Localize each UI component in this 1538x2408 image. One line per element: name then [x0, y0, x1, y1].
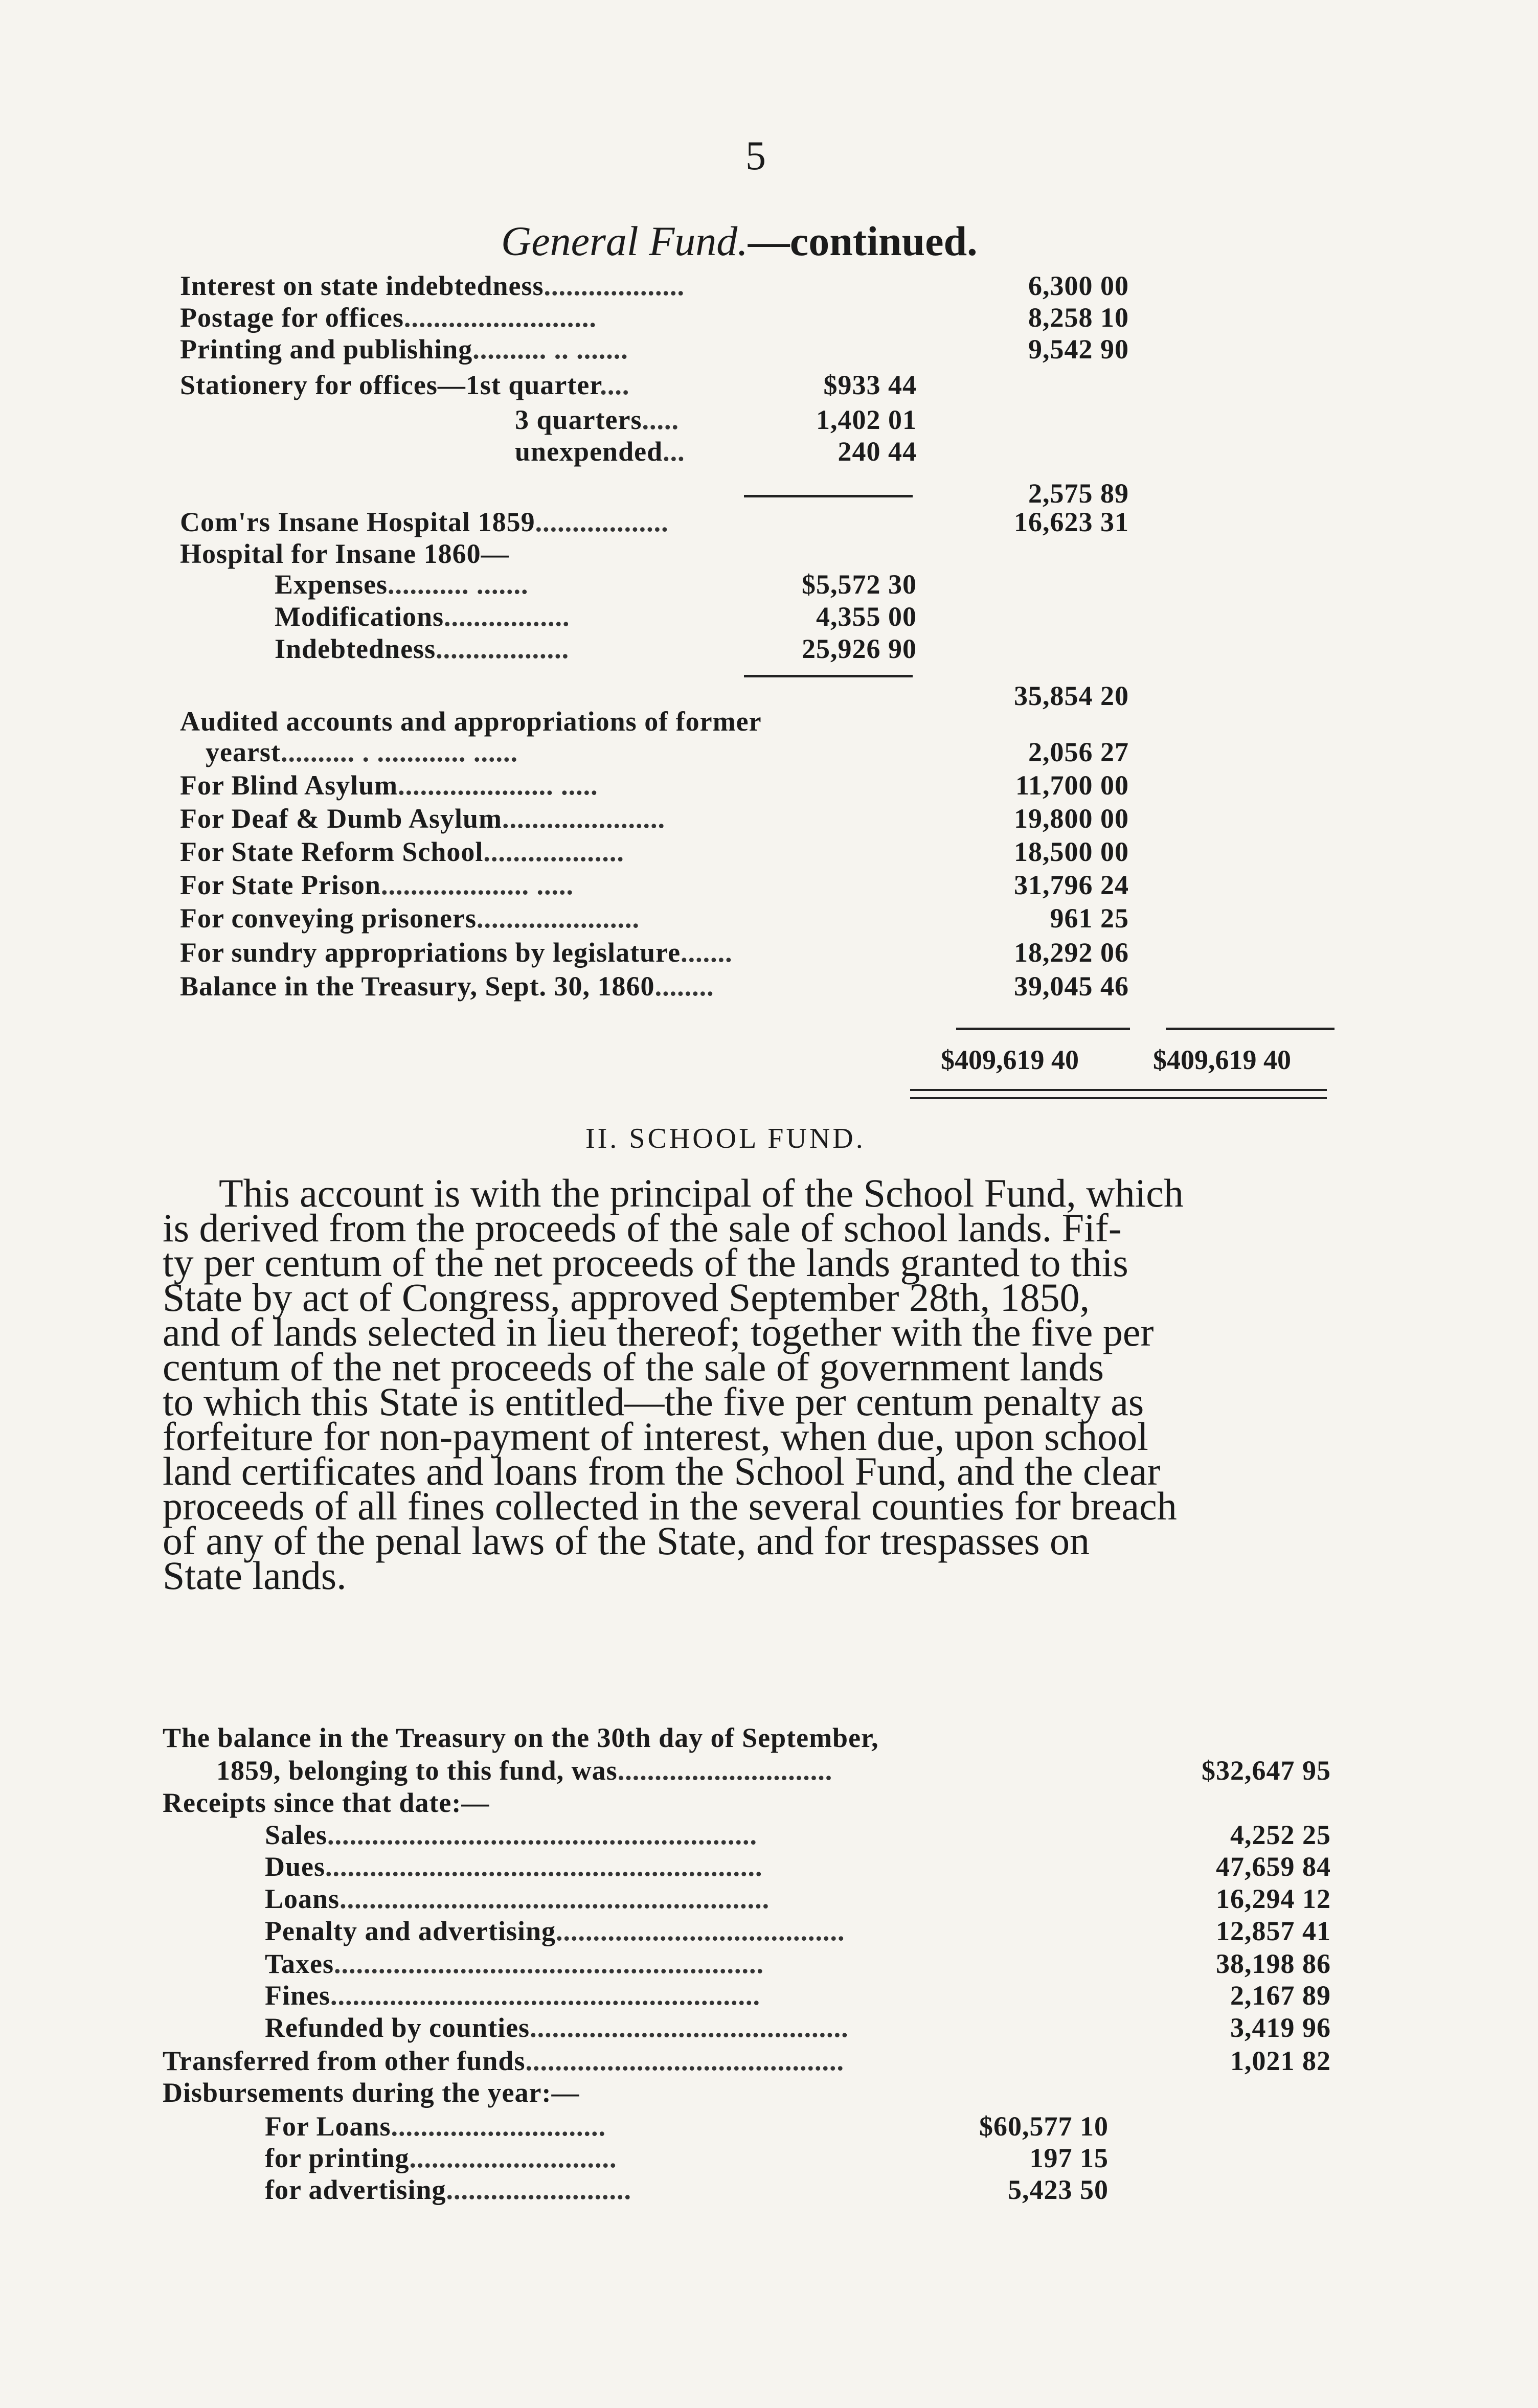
paragraph-line: forfeiture for non-payment of interest, when due, upon school [163, 1414, 1148, 1459]
row-leader-dots: ........................................... [530, 2012, 849, 2043]
heading-continued: —continued. [748, 218, 978, 264]
row-label-text: Postage for offices [180, 302, 404, 333]
general-fund-row [0, 937, 1538, 969]
row-amount-col2: 6,300 00 [1028, 270, 1129, 301]
general-fund-row [0, 803, 1538, 835]
row-leader-dots: ...................... [502, 803, 666, 834]
general-fund-row [0, 836, 1538, 869]
general-fund-row [0, 404, 1538, 437]
general-fund-row [0, 538, 1538, 571]
row-leader-dots: .......................................................... [330, 1980, 761, 2011]
row-label [265, 1819, 757, 1851]
general-fund-row [0, 736, 1538, 769]
row-leader-dots: ........ [654, 971, 714, 1002]
row-amount-col3: 2,167 89 [1230, 1980, 1331, 2011]
school-fund-row [0, 1755, 1538, 1787]
row-leader-dots: .......................................................... [334, 1948, 764, 1979]
row-amount-col3: 16,294 12 [1216, 1883, 1331, 1914]
row-amount-col3: 3,419 96 [1230, 2012, 1331, 2043]
row-label [180, 369, 629, 401]
row-leader-dots: ... [663, 436, 685, 467]
row-label [180, 538, 509, 570]
total-rule [1166, 1028, 1335, 1030]
row-label-text: Hospital for Insane 1860— [180, 538, 509, 569]
row-label-text: Disbursements during the year:— [163, 2077, 580, 2108]
row-label [163, 2077, 579, 2108]
total-rule [956, 1028, 1130, 1030]
row-label-text: for advertising [265, 2174, 446, 2205]
school-fund-row [0, 2142, 1538, 2175]
row-leader-dots: ..................... ..... [398, 770, 598, 801]
row-label [180, 902, 640, 934]
row-label-text: unexpended [515, 436, 663, 467]
general-fund-row [0, 506, 1538, 539]
general-fund-row [0, 869, 1538, 902]
school-fund-row [0, 1980, 1538, 2012]
row-label [275, 569, 529, 600]
row-amount-col2: 8,258 10 [1028, 302, 1129, 333]
row-label-text: For conveying prisoners [180, 903, 477, 934]
school-fund-row [0, 2110, 1538, 2143]
row-label [180, 333, 628, 365]
row-label [163, 2045, 844, 2077]
row-amount-col3: 4,252 25 [1230, 1820, 1331, 1850]
row-label-text: yearst [206, 737, 281, 767]
row-amount-col2: 39,045 46 [1014, 971, 1129, 1002]
general-fund-row [0, 706, 1538, 738]
row-amount-col2: 11,700 00 [1015, 770, 1129, 801]
total-right: $409,619 40 [1153, 1044, 1291, 1075]
page-number: 5 [745, 133, 766, 178]
row-leader-dots: ............................. [391, 2111, 606, 2142]
row-label [275, 601, 570, 632]
school-fund-row [0, 1948, 1538, 1981]
general-fund-row [0, 302, 1538, 334]
row-label [180, 937, 733, 968]
row-amount-col2: 197 15 [1029, 2143, 1109, 2173]
row-label-text: 3 quarters [515, 404, 642, 435]
row-leader-dots: ..... [642, 404, 679, 435]
row-leader-dots: .................. [436, 633, 570, 664]
row-label [180, 803, 665, 834]
school-fund-row [0, 1722, 1538, 1755]
general-fund-row [0, 902, 1538, 935]
row-leader-dots: ........... ....... [388, 569, 529, 600]
row-leader-dots: .................... ..... [380, 870, 574, 900]
row-label [265, 2110, 606, 2142]
general-fund-row [0, 369, 1538, 402]
general-fund-heading [501, 217, 978, 265]
row-label-text: Taxes [265, 1948, 334, 1979]
row-label-text: Sales [265, 1820, 328, 1850]
row-label [265, 1883, 770, 1915]
row-label [275, 633, 569, 665]
general-fund-row [0, 436, 1538, 468]
row-amount-col1: 4,355 00 [816, 601, 917, 632]
paragraph-line: ty per centum of the net proceeds of the lands granted to this [163, 1240, 1128, 1285]
row-label-text: Printing and publishing [180, 334, 473, 365]
row-leader-dots: .......... . ............ ...... [280, 737, 518, 767]
row-label-text: Expenses [275, 569, 388, 600]
school-fund-row [0, 1819, 1538, 1852]
row-leader-dots: ....... [681, 937, 733, 968]
row-amount-col1: 240 44 [838, 436, 917, 467]
heading-title: General Fund. [501, 218, 748, 264]
row-label [265, 1851, 763, 1882]
row-leader-dots: ....................................... [556, 1916, 845, 1946]
row-leader-dots: ............................ [409, 2143, 617, 2173]
row-leader-dots: ................. [444, 601, 570, 632]
subtotal-rule [744, 675, 913, 677]
row-label [180, 869, 574, 901]
total-double-rule [910, 1089, 1130, 1099]
school-fund-row [0, 1851, 1538, 1883]
row-amount-col1: $5,572 30 [802, 569, 917, 600]
row-label-text: Transferred from other funds [163, 2046, 526, 2076]
row-amount-col2: $60,577 10 [979, 2111, 1109, 2142]
row-amount-col3: 38,198 86 [1216, 1948, 1331, 1979]
row-label [180, 970, 714, 1002]
row-label-text: for printing [265, 2143, 410, 2173]
row-leader-dots: .......... .. ....... [472, 334, 628, 365]
paragraph-line: State by act of Congress, approved September 28th, 1850, [163, 1275, 1090, 1320]
paragraph-line: proceeds of all fines collected in the several counties for breach [163, 1484, 1177, 1528]
row-amount-col2: 16,623 31 [1014, 507, 1129, 537]
general-fund-row [0, 333, 1538, 366]
row-label-text: Audited accounts and appropriations of former [180, 706, 762, 737]
row-label [180, 302, 597, 333]
row-label-text: Receipts since that date:— [163, 1787, 490, 1818]
general-fund-row [0, 270, 1538, 303]
row-label [265, 1980, 760, 2011]
row-amount-col1: $933 44 [823, 370, 917, 400]
row-leader-dots: ...................... [476, 903, 640, 934]
row-label-text: For sundry appropriations by legislature [180, 937, 681, 968]
paragraph-line: and of lands selected in lieu thereof; together with the five per [163, 1310, 1154, 1354]
row-amount-col2: 18,500 00 [1014, 836, 1129, 867]
school-fund-row [0, 1915, 1538, 1948]
row-label-text: For State Prison [180, 870, 381, 900]
subtotal-rule [744, 495, 913, 497]
paragraph-line: is derived from the proceeds of the sale of school lands. Fif- [163, 1206, 1122, 1250]
row-label-text: For State Reform School [180, 836, 484, 867]
row-label-text: Dues [265, 1851, 326, 1882]
row-amount-col3: 47,659 84 [1216, 1851, 1331, 1882]
row-leader-dots: .......................................................... [340, 1883, 770, 1914]
row-label-text: Indebtedness [275, 633, 436, 664]
general-fund-row [0, 970, 1538, 1003]
row-label [180, 769, 598, 801]
row-label [265, 1915, 845, 1947]
school-fund-row [0, 1787, 1538, 1820]
row-label-text: For Deaf & Dumb Asylum [180, 803, 503, 834]
school-fund-title: II. SCHOOL FUND. [585, 1123, 866, 1154]
row-label [163, 1787, 489, 1819]
row-amount-col1: 25,926 90 [802, 633, 917, 664]
row-label-text: Loans [265, 1883, 340, 1914]
school-fund-row [0, 2077, 1538, 2109]
row-amount-col2: 2,575 89 [1028, 478, 1129, 509]
general-fund-row [0, 633, 1538, 666]
row-label-text: Penalty and advertising [265, 1916, 556, 1946]
row-label-text: Interest on state indebtedness [180, 270, 544, 301]
row-amount-col3: 1,021 82 [1230, 2046, 1331, 2076]
row-amount-col2: 9,542 90 [1028, 334, 1129, 365]
row-label [206, 736, 518, 768]
total-double-rule [1122, 1089, 1327, 1099]
row-label-text: Com'rs Insane Hospital 1859 [180, 507, 535, 537]
general-fund-row [0, 601, 1538, 633]
row-leader-dots: ................... [483, 836, 624, 867]
row-label-text: Balance in the Treasury, Sept. 30, 1860 [180, 971, 655, 1002]
row-leader-dots: .... [600, 370, 630, 400]
paragraph-line: land certificates and loans from the School Fund, and the clear [163, 1449, 1161, 1493]
total-left: $409,619 40 [941, 1044, 1079, 1075]
row-label-text: For Loans [265, 2111, 391, 2142]
row-label [163, 1722, 879, 1754]
general-fund-row [0, 478, 1538, 510]
row-label-text: Refunded by counties [265, 2012, 530, 2043]
paragraph-line: This account is with the principal of the School Fund, which [219, 1171, 1184, 1215]
row-label [265, 2142, 617, 2174]
school-fund-row [0, 2174, 1538, 2207]
row-label [515, 436, 685, 467]
row-amount-col3: 12,857 41 [1216, 1916, 1331, 1946]
row-label-text: 1859, belonging to this fund, was [216, 1755, 618, 1786]
row-leader-dots: ........................................... [525, 2046, 844, 2076]
school-fund-paragraph [163, 1171, 1328, 1598]
paragraph-line: of any of the penal laws of the State, and for trespasses on [163, 1518, 1090, 1563]
row-amount-col2: 19,800 00 [1014, 803, 1129, 834]
row-label [180, 836, 624, 868]
paragraph-line: to which this State is entitled—the five per centum penalty as [163, 1379, 1144, 1424]
row-amount-col2: 2,056 27 [1028, 737, 1129, 767]
row-label [265, 1948, 764, 1980]
row-label [180, 706, 762, 737]
row-amount-col1: 1,402 01 [816, 404, 917, 435]
paragraph-line: centum of the net proceeds of the sale of government lands [163, 1345, 1104, 1389]
row-label [265, 2012, 849, 2043]
general-fund-row [0, 769, 1538, 802]
row-label-text: The balance in the Treasury on the 30th day of September, [163, 1722, 879, 1753]
row-amount-col2: 961 25 [1050, 903, 1129, 934]
row-label [180, 270, 685, 302]
row-leader-dots: ......................... [446, 2174, 631, 2205]
row-leader-dots: .......................................................... [327, 1820, 758, 1850]
row-label-text: Fines [265, 1980, 331, 2011]
row-label [265, 2174, 631, 2206]
row-amount-col2: 5,423 50 [1008, 2174, 1109, 2205]
row-amount-col2: 18,292 06 [1014, 937, 1129, 968]
row-amount-col3: $32,647 95 [1202, 1755, 1331, 1786]
paragraph-line: State lands. [163, 1553, 347, 1598]
row-label-text: Stationery for offices—1st quarter [180, 370, 600, 400]
row-label-text: For Blind Asylum [180, 770, 398, 801]
school-fund-row [0, 1883, 1538, 1916]
school-fund-row [0, 2045, 1538, 2078]
row-label [216, 1755, 832, 1786]
school-fund-row [0, 2012, 1538, 2044]
row-leader-dots: ................... [544, 270, 685, 301]
row-label [515, 404, 679, 436]
row-label [180, 506, 669, 538]
row-leader-dots: ........................................................... [325, 1851, 763, 1882]
row-leader-dots: .......................... [403, 302, 597, 333]
row-amount-col2: 31,796 24 [1014, 870, 1129, 900]
row-amount-col2: 35,854 20 [1014, 680, 1129, 711]
row-label-text: Modifications [275, 601, 444, 632]
row-leader-dots: .................. [535, 507, 669, 537]
row-leader-dots: ............................. [617, 1755, 833, 1786]
general-fund-row [0, 569, 1538, 601]
